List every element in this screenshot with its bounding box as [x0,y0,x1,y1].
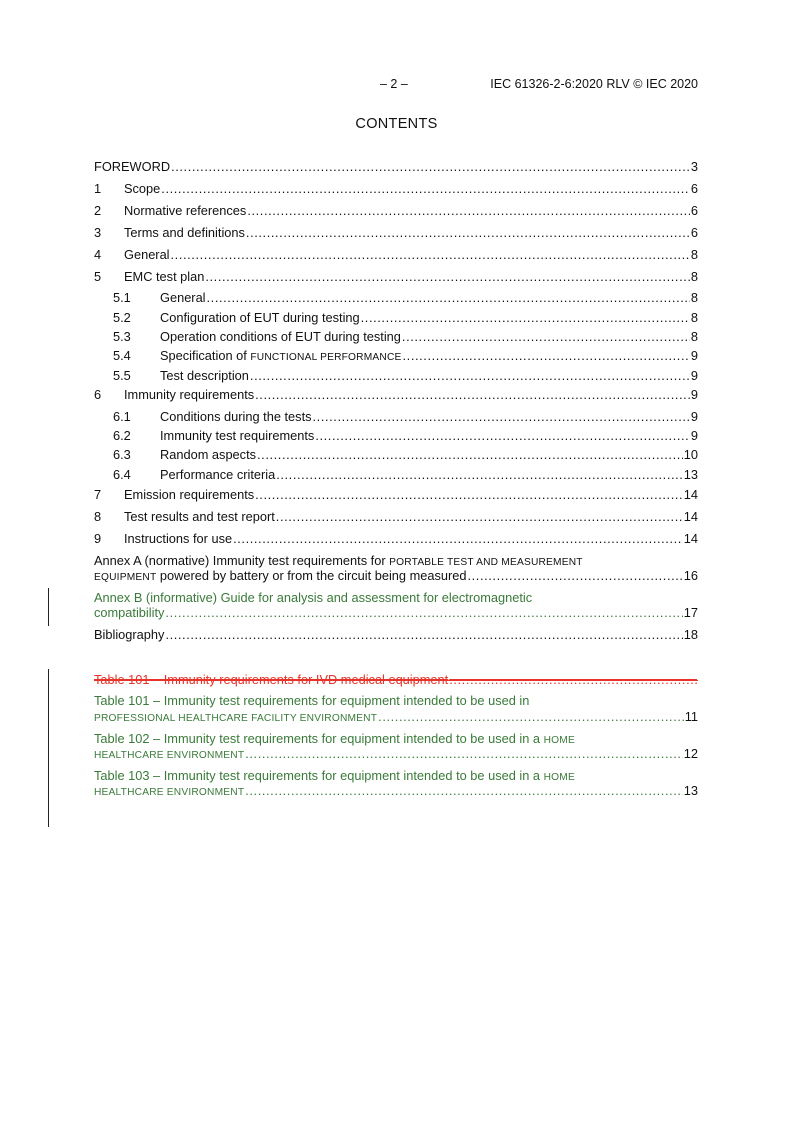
toc-entry-text: Scope [124,181,161,196]
annex-a-smallcaps: PORTABLE TEST AND MEASUREMENT [389,557,583,568]
toc-subentry[interactable] [94,368,698,384]
annex-a-line2-text: powered by battery or from the circuit being measured [156,568,467,583]
page-header [0,77,793,93]
toc-entry-text: Immunity test requirements [160,428,315,443]
table-102-smallcaps: HOME [543,735,575,746]
leader-dots [247,203,690,219]
toc-entry-page: 11 [684,709,698,724]
toc-entry[interactable] [94,269,698,285]
page-title: CONTENTS [355,116,438,132]
leader-dots [378,709,684,725]
toc-entry-text [160,348,402,366]
toc-entry[interactable] [94,387,698,403]
toc-subentry[interactable] [94,290,698,306]
toc-entry-page: 14 [683,487,698,502]
strikethrough-line [94,680,698,681]
toc-entry[interactable] [94,487,698,503]
toc-entry-number: 9 [94,531,102,546]
toc-entry-text: Test results and test report [124,509,275,524]
toc-entry-number: 2 [94,203,102,218]
toc-entry[interactable] [94,181,698,197]
annex-a-smallcaps-2: EQUIPMENT [94,572,157,583]
toc-bibliography[interactable] [94,627,698,643]
toc-entry-number: 6.4 [113,467,131,482]
toc-entry-text: Random aspects [160,447,257,462]
leader-dots [255,387,690,403]
toc-entry-text: Immunity requirements [124,387,255,402]
toc-entry-page: 6 [690,181,698,196]
toc-table-101[interactable] [94,693,698,709]
leader-dots [245,783,683,799]
leader-dots [171,247,690,263]
toc-subentry[interactable] [94,329,698,345]
toc-table-102-line2[interactable] [94,746,698,762]
leader-dots [403,348,690,364]
toc-entry-page: 6 [690,203,698,218]
toc-entry-text: Configuration of EUT during testing [160,310,360,325]
table-101-smallcaps: PROFESSIONAL HEALTHCARE FACILITY ENVIRONMENT [94,713,378,724]
toc-entry-text: Normative references [124,203,247,218]
toc-entry[interactable] [94,225,698,241]
toc-annex-a[interactable] [94,553,698,569]
toc-entry-number: 5.1 [113,290,131,305]
toc-entry-page: 17 [683,605,698,620]
toc-entry-page: 6 [690,225,698,240]
toc-table-101-line2[interactable] [94,709,698,725]
toc-entry-number: 5.4 [113,348,131,363]
toc-entry-text-part: Specification of [160,348,251,363]
leader-dots [276,509,683,525]
toc-entry[interactable] [94,247,698,263]
toc-entry-page: 8 [690,269,698,284]
leader-dots [165,605,682,621]
toc-entry-smallcaps: FUNCTIONAL PERFORMANCE [250,352,402,363]
toc-subentry[interactable] [94,310,698,326]
change-bar [48,669,49,827]
toc-table-102[interactable] [94,731,698,747]
toc-entry-page: 9 [690,348,698,363]
annex-a-line1-text: Annex A (normative) Immunity test requirements for [94,553,390,568]
toc-entry-page: 13 [683,467,698,482]
toc-entry-number: 6.3 [113,447,131,462]
leader-dots [402,329,690,345]
leader-dots [361,310,690,326]
leader-dots [313,409,690,425]
leader-dots [468,568,683,584]
toc-entry-page: 8 [690,329,698,344]
toc-entry-page: 18 [683,627,698,642]
toc-entry-page: 9 [690,428,698,443]
toc-entry-number: 8 [94,509,102,524]
toc-table-103[interactable] [94,768,698,784]
toc-subentry[interactable] [94,348,698,364]
toc-entry-number: 6.2 [113,428,131,443]
toc-entry-text: Emission requirements [124,487,255,502]
toc-subentry[interactable] [94,467,698,483]
leader-dots [207,290,690,306]
toc-entry-page: 13 [683,783,698,798]
toc-entry-number: 5.5 [113,368,131,383]
bibliography-text: Bibliography [94,627,165,642]
leader-dots [276,467,683,483]
toc-entry-page: 9 [690,368,698,383]
annex-a-line2 [94,568,467,586]
table-102-smallcaps-2: HEALTHCARE ENVIRONMENT [94,750,245,761]
leader-dots [165,627,682,643]
leader-dots [233,531,683,547]
deleted-table-text: Table 101 – Immunity requirements for IVD medical equipment [94,672,449,687]
toc-entry[interactable] [94,159,698,175]
toc-entry[interactable] [94,531,698,547]
toc-entry-text: Conditions during the tests [160,409,312,424]
leader-dots [255,487,683,503]
toc-subentry[interactable] [94,409,698,425]
toc-entry-page: 8 [690,290,698,305]
toc-entry-page: 9 [690,409,698,424]
toc-entry-text: EMC test plan [124,269,205,284]
toc-table-103-line2[interactable] [94,783,698,799]
standard-designation: IEC 61326-2-6:2020 RLV © IEC 2020 [490,77,698,91]
table-103-line1-text: Table 103 – Immunity test requirements for equipment intended to be used in a [94,768,544,783]
toc-entry-text: Instructions for use [124,531,233,546]
toc-subentry[interactable] [94,428,698,444]
toc-subentry[interactable] [94,447,698,463]
leader-dots [245,746,683,762]
leader-dots [161,181,690,197]
leader-dots [205,269,690,285]
toc-entry-number: 3 [94,225,102,240]
table-101-line1: Table 101 – Immunity test requirements for equipment intended to be used in [94,693,530,708]
toc-entry-number: 5.3 [113,329,131,344]
toc-annex-a-line2[interactable] [94,568,698,584]
toc-entry-number: 6.1 [113,409,131,424]
change-bar [48,588,49,626]
toc-annex-b-line2[interactable] [94,605,698,621]
toc-entry-page: 10 [683,447,698,462]
toc-entry-text: Terms and definitions [124,225,245,240]
leader-dots [250,368,690,384]
toc-entry[interactable] [94,203,698,219]
annex-b-line1: Annex B (informative) Guide for analysis and assessment for electromagnetic [94,590,533,605]
toc-entry-text: Performance criteria [160,467,276,482]
toc-entry-number: 6 [94,387,102,402]
toc-entry[interactable] [94,509,698,525]
toc-entry-number: 5.2 [113,310,131,325]
toc-entry-page: 14 [683,509,698,524]
toc-entry-number: 1 [94,181,102,196]
leader-dots [315,428,690,444]
toc-entry-page: 12 [683,746,698,761]
toc-entry-page: 9 [690,387,698,402]
toc-entry-page: 14 [683,531,698,546]
table-102-line1-text: Table 102 – Immunity test requirements for equipment intended to be used in a [94,731,544,746]
toc-entry-number: 5 [94,269,102,284]
toc-entry-text: Test description [160,368,249,383]
toc-entry-number: 7 [94,487,102,502]
page-number: – 2 – [380,77,408,91]
leader-dots [171,159,690,175]
toc-entry-text: FOREWORD [94,159,171,174]
leader-dots [257,447,683,463]
toc-entry-text: General [124,247,170,262]
toc-entry-number: 4 [94,247,102,262]
toc-annex-b[interactable] [94,590,698,606]
annex-b-line2: compatibility [94,605,165,620]
toc-entry-text: Operation conditions of EUT during testing [160,329,401,344]
leader-dots [246,225,690,241]
toc-entry-page: 8 [690,310,698,325]
table-103-smallcaps: HOME [543,772,575,783]
toc-entry-page: 16 [683,568,698,583]
toc-entry-page: 8 [690,247,698,262]
table-103-smallcaps-2: HEALTHCARE ENVIRONMENT [94,787,245,798]
toc-entry-page: 3 [690,159,698,174]
toc-entry-text: General [160,290,206,305]
